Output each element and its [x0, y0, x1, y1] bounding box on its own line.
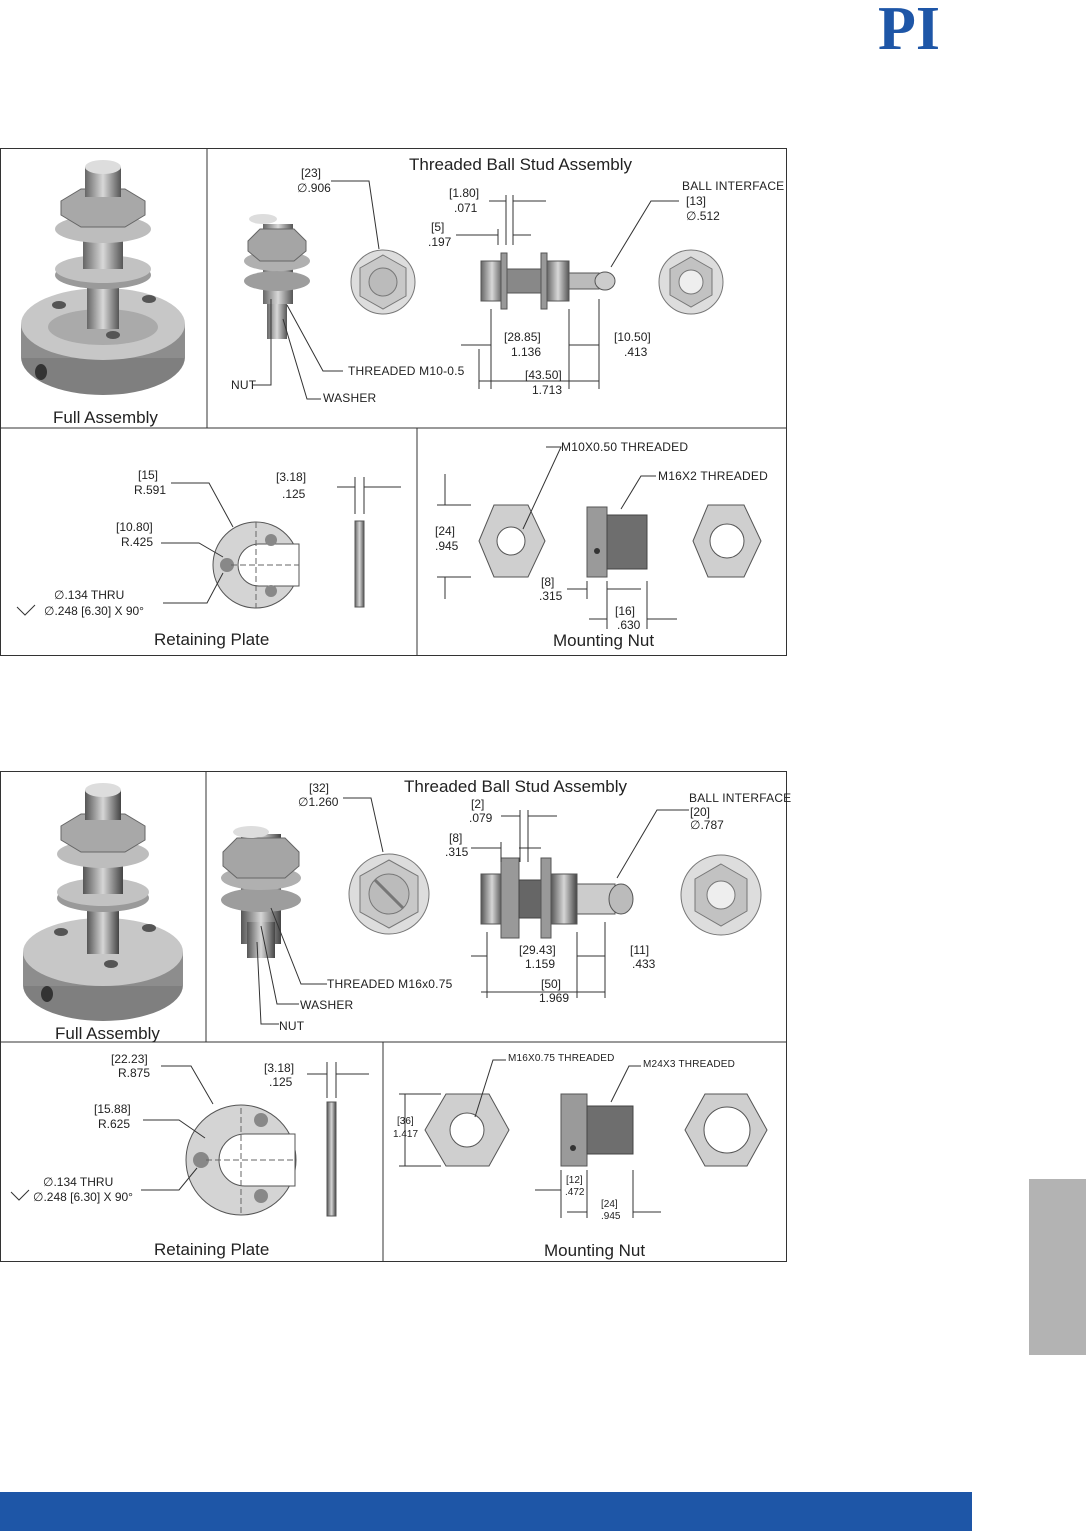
dim-label: 1.417: [393, 1129, 419, 1140]
dim-label: [36]: [397, 1116, 414, 1127]
dim-label: .472: [565, 1187, 585, 1198]
stud-side-view: [481, 253, 615, 309]
dim-label: [15]: [138, 468, 159, 482]
panel-drawing-art: [1, 772, 786, 1261]
dim-label: [5]: [431, 220, 445, 234]
footer-bar: [0, 1492, 972, 1531]
dim-label: .071: [454, 201, 478, 215]
full-assembly-render: [23, 783, 183, 1021]
stud-title: Threaded Ball Stud Assembly: [409, 155, 633, 174]
stud-top-view: [349, 854, 429, 934]
dim-label: [24]: [601, 1199, 618, 1210]
dim-label: ∅.787: [690, 818, 724, 832]
callout-label: THREADED M16x0.75: [327, 977, 453, 991]
dim-label: [29.43]: [519, 943, 556, 957]
dim-label: ∅.248 [6.30] X 90°: [44, 604, 144, 618]
mounting-nut-drawing: [425, 1094, 767, 1166]
stud-render: [221, 826, 301, 958]
dim-label: [11]: [630, 943, 650, 957]
stud-side-view: [481, 858, 633, 938]
dim-label: [1.80]: [449, 186, 480, 200]
dim-label: .630: [617, 618, 641, 632]
logo-text: PI: [878, 2, 940, 50]
stud-title: Threaded Ball Stud Assembly: [404, 777, 628, 796]
dim-label: .945: [601, 1211, 621, 1222]
pi-logo: [878, 2, 984, 50]
callout-label: THREADED M10-0.5: [348, 364, 465, 378]
dim-label: .413: [624, 345, 648, 359]
dim-label: ∅.906: [297, 181, 331, 195]
dim-label: .315: [445, 845, 469, 859]
dim-label: [43.50]: [525, 368, 562, 382]
callout-label: BALL INTERFACE: [682, 179, 785, 193]
dim-label: .125: [282, 487, 306, 501]
stud-end-view: [659, 250, 723, 314]
retaining-plate-drawing: [213, 521, 364, 608]
dim-label: 1.136: [511, 345, 542, 359]
dim-label: [24]: [435, 524, 456, 538]
dim-label: [10.80]: [116, 520, 153, 534]
dim-label: ∅.134 THRU: [54, 588, 125, 602]
dim-label: 1.713: [532, 383, 563, 397]
dim-label: ∅.134 THRU: [43, 1175, 114, 1189]
dim-label: ∅1.260: [298, 795, 339, 809]
stud-render: [244, 214, 310, 339]
dim-label: ∅.248 [6.30] X 90°: [33, 1190, 133, 1204]
callout-label: NUT: [279, 1019, 305, 1033]
callout-label: M24X3 THREADED: [643, 1059, 736, 1070]
mounting-nut-drawing: [479, 505, 761, 577]
callout-label: M10X0.50 THREADED: [561, 440, 689, 454]
dim-label: [15.88]: [94, 1102, 131, 1116]
dim-label: [12]: [566, 1175, 583, 1186]
dim-label: R.425: [121, 535, 154, 549]
dim-label: [10.50]: [614, 330, 651, 344]
callout-label: WASHER: [300, 998, 354, 1012]
dim-label: [20]: [690, 805, 711, 819]
callout-label: M16X2 THREADED: [658, 469, 768, 483]
mounting-nut-label: Mounting Nut: [553, 631, 655, 650]
callout-label: NUT: [231, 378, 257, 392]
stud-end-view: [681, 855, 761, 935]
full-assembly-label: Full Assembly: [53, 408, 158, 427]
dim-label: 1.159: [525, 957, 556, 971]
dim-label: [2]: [471, 797, 485, 811]
dim-label: .079: [469, 811, 493, 825]
callout-label: WASHER: [323, 391, 377, 405]
callout-label: M16X0.75 THREADED: [508, 1053, 615, 1064]
dim-label: [8]: [541, 575, 555, 589]
dim-label: [16]: [615, 604, 636, 618]
full-assembly-label: Full Assembly: [55, 1024, 160, 1043]
stud-top-view: [351, 250, 415, 314]
retaining-plate-drawing: [186, 1102, 336, 1216]
dim-label: [3.18]: [264, 1061, 295, 1075]
dim-label: 1.969: [539, 991, 570, 1005]
drawing-panel-large: [0, 771, 792, 1262]
dim-label: .945: [435, 539, 459, 553]
retaining-plate-label: Retaining Plate: [154, 630, 270, 649]
callout-label: BALL INTERFACE: [689, 791, 792, 805]
dim-label: .197: [428, 235, 452, 249]
dim-label: [22.23]: [111, 1052, 148, 1066]
dim-label: R.875: [118, 1066, 151, 1080]
dim-label: [3.18]: [276, 470, 307, 484]
dim-label: [8]: [449, 831, 463, 845]
dim-label: .433: [632, 957, 656, 971]
drawing-panel-small: [0, 148, 787, 656]
dim-label: [28.85]: [504, 330, 541, 344]
dim-label: [50]: [541, 977, 562, 991]
dim-label: [13]: [686, 194, 707, 208]
dim-label: .125: [269, 1075, 293, 1089]
dim-label: [23]: [301, 166, 322, 180]
dim-label: [32]: [309, 781, 330, 795]
full-assembly-render: [21, 160, 185, 395]
mounting-nut-label: Mounting Nut: [544, 1241, 646, 1260]
dim-label: .315: [539, 589, 563, 603]
dim-label: ∅.512: [686, 209, 720, 223]
panel-drawing-art: [1, 149, 786, 655]
retaining-plate-label: Retaining Plate: [154, 1240, 270, 1259]
dim-label: R.591: [134, 483, 167, 497]
side-tab: [1029, 1179, 1086, 1355]
dim-label: R.625: [98, 1117, 131, 1131]
